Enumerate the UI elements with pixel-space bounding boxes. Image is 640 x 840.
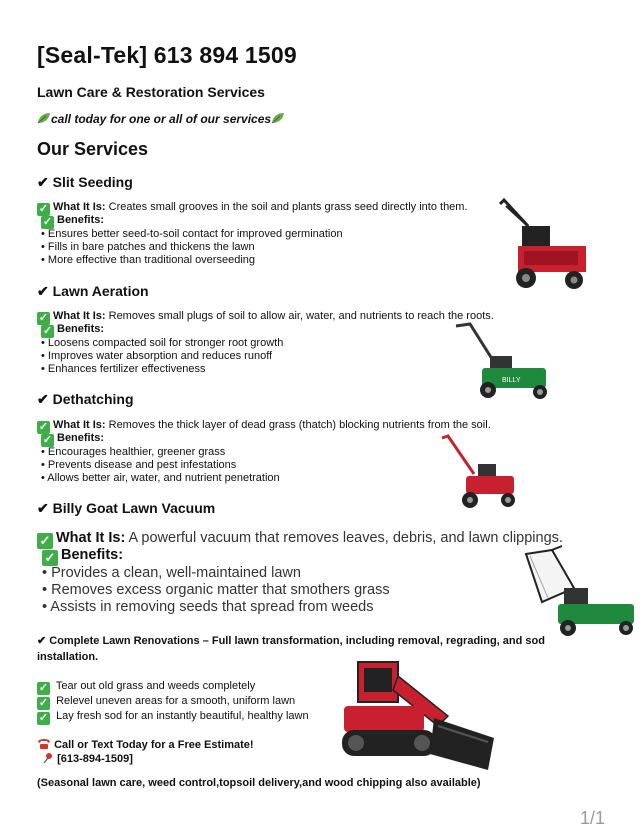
- phone-icon: [37, 738, 51, 750]
- service-what-lawn-aeration: ✓ What It Is: Removes small plugs of soil to allow air, water, and nutrients to reach the roots.: [38, 310, 494, 324]
- check-box-icon: ✓: [38, 421, 49, 433]
- aerator-image: [450, 322, 555, 402]
- check-box-icon: ✓: [38, 682, 49, 694]
- renovation-item: ✓ Tear out old grass and weeds completely: [38, 680, 256, 694]
- leaf-icon: [271, 112, 285, 124]
- benefit-item: • Provides a clean, well-maintained lawn: [42, 565, 301, 581]
- services-heading: Our Services: [37, 139, 149, 159]
- renovation-item: ✓ Relevel uneven areas for a smooth, uniform lawn: [38, 695, 296, 709]
- page-title: [Seal-Tek] 613 894 1509: [37, 42, 297, 68]
- dethatcher-image: [440, 434, 520, 514]
- skid-steer-image: [338, 656, 496, 776]
- check-box-icon: ✓: [38, 312, 49, 324]
- subtitle: Lawn Care & Restoration Services: [37, 84, 265, 100]
- page-indicator: 1/1: [580, 808, 606, 828]
- service-title-lawn-aeration: ✔ Lawn Aeration: [37, 283, 149, 299]
- benefits-label: ✓ Benefits:: [42, 432, 105, 446]
- benefit-item: • Enhances fertilizer effectiveness: [41, 363, 206, 375]
- benefit-item: • Encourages healthier, greener grass: [41, 446, 226, 458]
- slit-seeder-image: [494, 196, 594, 296]
- benefit-item: • Assists in removing seeds that spread from weeds: [42, 599, 374, 615]
- check-box-icon: ✓: [38, 697, 49, 709]
- check-box-icon: ✓: [42, 550, 58, 566]
- service-title-lawn-vacuum: ✔ Billy Goat Lawn Vacuum: [37, 500, 216, 516]
- check-box-icon: ✓: [42, 216, 53, 228]
- tagline: call today for one or all of our services: [37, 112, 285, 126]
- check-box-icon: ✓: [38, 712, 49, 724]
- check-box-icon: ✓: [42, 325, 53, 337]
- benefit-item: • Removes excess organic matter that smothers grass: [42, 582, 390, 598]
- benefits-label: ✓ Benefits:: [42, 547, 123, 566]
- phone-number[interactable]: [613-894-1509]: [42, 752, 133, 765]
- service-title-slit-seeding: ✔ Slit Seeding: [37, 174, 133, 190]
- services-note: (Seasonal lawn care, weed control,topsoil delivery,and wood chipping also available): [37, 777, 481, 789]
- benefit-item: • Prevents disease and pest infestations: [41, 459, 237, 471]
- svg-text:BILLY: BILLY: [502, 377, 521, 384]
- benefit-item: • Fills in bare patches and thickens the lawn: [41, 241, 255, 253]
- leaf-icon: [37, 112, 51, 124]
- check-box-icon: ✓: [38, 203, 49, 215]
- benefits-label: ✓ Benefits:: [42, 323, 105, 337]
- call-to-action: Call or Text Today for a Free Estimate!: [37, 738, 254, 751]
- service-what-slit-seeding: ✓ What It Is: Creates small grooves in the soil and plants grass seed directly into them.: [38, 201, 468, 215]
- check-box-icon: ✓: [42, 434, 53, 446]
- service-title-dethatching: ✔ Dethatching: [37, 391, 134, 407]
- lawn-vacuum-image: [522, 548, 638, 640]
- benefit-item: • Ensures better seed-to-soil contact for improved germination: [41, 228, 343, 240]
- benefits-label: ✓ Benefits:: [42, 214, 105, 228]
- pushpin-icon: [42, 752, 54, 764]
- renovation-title: ✔ Complete Lawn Renovations – Full lawn transformation, including removal, regrading, and sod installation.: [37, 635, 545, 663]
- service-what-dethatching: ✓ What It Is: Removes the thick layer of dead grass (thatch) blocking nutrients from the soil.: [38, 419, 491, 433]
- benefit-item: • More effective than traditional overseeding: [41, 254, 255, 266]
- renovation-item: ✓ Lay fresh sod for an instantly beautiful, healthy lawn: [38, 710, 309, 724]
- benefit-item: • Allows better air, water, and nutrient penetration: [41, 472, 280, 484]
- benefit-item: • Loosens compacted soil for stronger root growth: [41, 337, 284, 349]
- benefit-item: • Improves water absorption and reduces runoff: [41, 350, 273, 362]
- check-box-icon: ✓: [37, 533, 53, 549]
- service-what-lawn-vacuum: ✓ What It Is: A powerful vacuum that removes leaves, debris, and lawn clippings.: [37, 530, 563, 549]
